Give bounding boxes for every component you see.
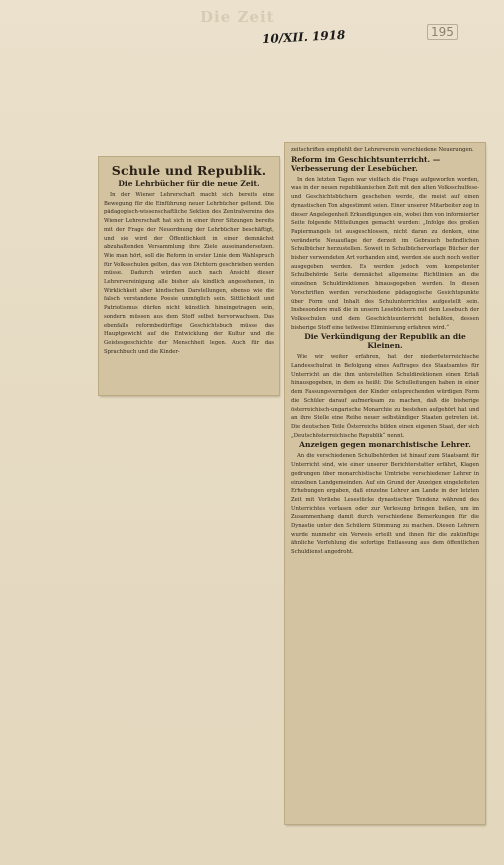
- handwritten-date: 10/XII. 1918: [261, 27, 346, 47]
- section-heading-reform: Reform im Geschichtsunterricht. — Verbesserung der Lesebücher.: [291, 154, 441, 173]
- section-heading-teachers: Anzeigen gegen monarchistische Lehrer.: [299, 440, 471, 450]
- article-subtitle: Die Lehrbücher für die neue Zeit.: [118, 179, 260, 188]
- clipping-right: [285, 143, 485, 824]
- continued-text: zeitschriften empfiehlt der Lehrerverein verschiedene Neuerungen.: [291, 147, 474, 153]
- page-number: 195: [427, 24, 458, 40]
- section-body-teachers: An die verschiedenen Schulbehörden ist hinauf zum Staatsamt für Unterricht sind, wie einer unserer Berichterstatter erfährt, Klagen gedrungen über monarchistische Umtriebe verschiedener Lehrer in einzelnen Landgemeinden. Auf ein Grund der Anzeigen eingeleiteten Erhebungen ergaben, daß einzelne Lehrer am Lande in der letzten Zeit mit Vorliebe Lesestücke dynastischer Tendenz während des Unterrichtes vorlasen oder zur Verlesung bringen ließen, um im Zusammenhang damit durch verschiedene Bemerkungen für die Dynastie unter den Schülern Stimmung zu machen. Diesen Lehrern wurde nunmehr ein Verweis erteilt und ihnen für die zukünftige ähnliche Verfehlung die sofortige Entlassung aus dem öffentlichen Schuldienst angedroht.: [291, 453, 479, 556]
- article-title: Schule und Republik.: [111, 163, 267, 178]
- section-body-republic: Wie wir weiter erfahren, hat der niederösterreichische Landesschulrat in Befolgung eines Auftrages des Staatsamtes für Unterricht an die ihm unterstellten Schuldirektionen einen Erlaß hinausgegeben, in dem es heißt: Die Schulleitungen haben in einer dem Fassungsvermögen der Kinder entsprechenden würdigen Form die Schüler darauf aufmerksam zu machen, daß die bisherige österreichisch-ungarische Monarchie zu bestehen aufgehört hat und an ihre Stelle eine Reihe neuer selbständiger Staaten getreten ist. Die deutschen Teile Österreichs bilden einen eigenen Staat, der sich „Deutschösterreichische Republik“ nennt.: [291, 354, 479, 439]
- newspaper-stamp: Die Zeit: [200, 8, 275, 26]
- article-body: In der Wiener Lehrerschaft macht sich bereits eine Bewegung für die Einführung neuer Lehrbücher geltend. Die pädagogisch-wissenschaftliche Sektion des Zentralvereins des Wiener Lehrerschaft hat sich in einer ihrer Sitzungen bereits mit der Frage der Neuordnung der Lehrbücher beschäftigt, und sie wird der Öffentlichkeit in einer demnächst abzuhaltenden Versammlung ihre Ziele auseinandersetzen. Wie man hört, soll die Reform in erster Linie dem Wahlspruch für Volksschulen gelten, das von Dichtern geschrieben werden müsse. Dadurch würden auch nach Ansicht dieser Lehrervereinigung alle bisher als kindlich angesehenen, in Wirklichkeit aber kindischen Darstellungen, ebenso wie die falsch verstandene Poesie unmöglich sein. Sittlichkeit und Patriotismus dürfen nicht künstlich hineingetragen sein, sondern müssen aus dem Stoff selbst hervorwachsen. Das ebenfalls reformbedürftige Geschichtsbuch müsse das Hauptgewicht auf die Entwicklung der Kultur und die Geistesgeschichte der Menschheit legen. Auch für das Sprachbuch und die Kinder-: [104, 192, 274, 355]
- section-heading-republic: Die Verkündigung der Republik an die Kleinen.: [304, 332, 466, 351]
- section-body-reform: In den letzten Tagen war vielfach die Frage aufgeworfen worden, was in der neuen republikanischen Zeit mit den alten Volksschulfese- und Geschichtsbüchern geschehen werde, die meist auf einen dynastischen Ton abgestimmt seien. Einer unserer Mitarbeiter zog in dieser Angelegenheit Erkundigungen ein, wobei ihm von informierter Seite folgende Mitteilungen gemacht wurden: „Infolge des großen Papiermangels ist ausgeschlossen, nicht daran zu denken, eine veränderte Neuauflage der derzeit im Gebrauch befindlichen Schulbücher herzustellen. Soweit in Schulbüchervorlage Bücher der bisher verwendeten Art vorhanden sind, werden sie auch noch weiter ausgegeben werden. Es werden jedoch vom kompetenter Schulbehörde Seite demnächst allgemeine Richtlinien an die einzelnen Schuldirektionen hinausgegeben werden. In diesen Vorschriften werden verschiedene pädagogische Gesichtspunkte über Form und Inhalt des Schulunterrichtes aufgestellt sein. Insbesondere muß die in unsern Lesebüchern mit dem Lesebuch der Volksschulen und dem Geschichtsunterricht befaßten, dessen bisherige Stoff eine teilweise Eliminierung erfahren wird.“: [291, 176, 479, 331]
- clipping-left: [99, 157, 279, 395]
